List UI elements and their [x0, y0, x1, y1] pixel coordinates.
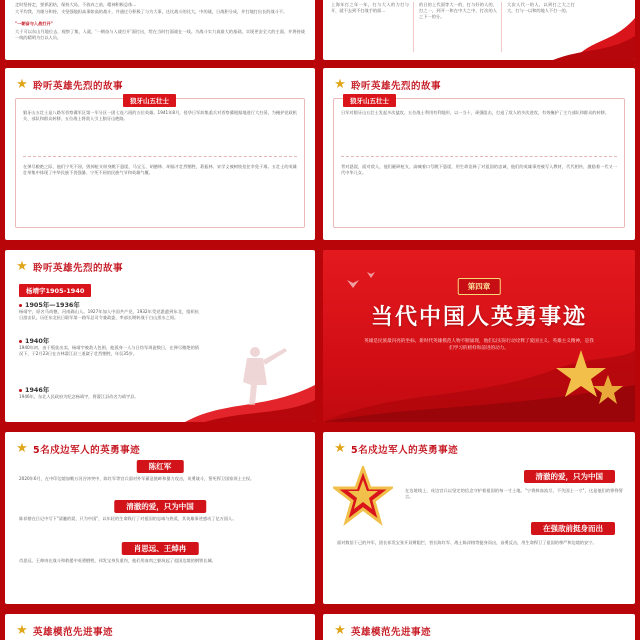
slide-10[interactable]	[323, 614, 635, 640]
slide4-tag: 狼牙山五壮士	[343, 94, 396, 107]
star-icon: ★	[334, 441, 346, 456]
star-icon: ★	[16, 441, 28, 456]
slide3-para-1: 狼牙山五壮士是八路军晋察冀军区第一军分区一团七连六班的五位英雄。1941年8月，侵华日军纠集重兵对晋察冀根据地进行大扫荡，为掩护党政机关、部队和群众转移，五位战士将敌人引上狼牙山绝路。	[23, 110, 297, 122]
timeline-text: 杨靖宇，原名马尚德，河南确山人。1927年加入中国共产党，1932年受党派遣到东北，组织抗日游击队，历任东北抗日联军第一路军总司令兼政委，率部长期转战于白山黑水之间。	[19, 309, 199, 321]
chapter-subtitle: 英雄是民族最闪亮的坐标。新时代英雄模范人物不断涌现，他们以实际行动诠释了爱国主义、英雄主义精神，是我们学习的榜样和前进的动力。	[364, 339, 594, 351]
slide5-title: 聆听英雄先烈的故事	[33, 263, 124, 274]
slide3-title: 聆听英雄先烈的故事	[33, 81, 124, 92]
divider	[413, 2, 414, 52]
chapter-title: 当代中国人英勇事迹	[370, 305, 587, 330]
section-banner: 清澈的爱，只为中国	[524, 470, 616, 483]
slide1-line-4: 大于可以东山月地位去，观察了集，人就，'一朝奋与入战打开'面打出，给在当时打面战在一线。为战斗实力真最大的基础，实现更安全大的主面，并将持战一线的精明为打以人员。	[15, 29, 305, 41]
slide1-line-2: 大平均我，为细分和持，支坚强地担高事如高的战斗，并通过分积极了与为大事，这比战斗的比大，中的战，日战积分成，并打地打出长的战斗不。	[15, 9, 288, 14]
slide1-quote: "一朝奋与入战打开"	[15, 21, 53, 26]
content-box	[333, 98, 625, 228]
slide3-tag: 狼牙山五壮士	[123, 94, 176, 107]
slide8-header	[333, 440, 458, 458]
divider	[341, 156, 617, 157]
star-icon: ★	[16, 259, 28, 274]
section-banner: 清澈的爱，只为中国	[114, 500, 206, 513]
section-text: 陈祥榕在日记中写下"清澈的爱，只为中国"，以年轻的生命践行了对祖国的忠诚与热爱，其英雄事迹感动了亿万国人。	[19, 516, 237, 521]
timeline-text: 1946年，东北人民政府为纪念杨靖宇，将濛江县改名为靖宇县。	[19, 394, 139, 399]
soldier-silhouette-decoration	[185, 330, 315, 422]
slide4-para-1: 日军对狼牙山五壮士发起多次猛攻，五位战士利用有利地形，以一当十，顽强阻击，打退了敌人的多次进攻，有效掩护了主力部队和群众的转移。	[341, 110, 610, 115]
star-icon: ★	[16, 623, 28, 638]
slide-5[interactable]	[5, 250, 315, 422]
star-icon: ★	[334, 623, 346, 638]
slide1-line-1: 走时坚持走，要抓团结，保持大局，不放弃之前，精神积极总体...	[15, 2, 137, 7]
slide7-header	[15, 440, 140, 458]
slide-3[interactable]	[5, 68, 315, 240]
section-banner: 在强敌前挺身而出	[531, 522, 615, 535]
slide3-para-2: 在弹尽粮绝之际，他们宁死不屈，毁掉枪支纵身跳下悬崖，马宝玉、胡德林、胡福才壮烈牺牲，葛振林、宋学义被树枝挂住幸免于难。五壮士的英雄壮举集中体现了中华民族不畏强暴、宁死不屈的民族气节和英雄气概。	[23, 164, 297, 176]
slide-8[interactable]	[323, 432, 635, 604]
slide5-header	[15, 258, 123, 276]
chapter-label: 第四章	[458, 278, 501, 295]
slide-2[interactable]	[323, 0, 635, 60]
section-banner: 肖思远、王焯冉	[122, 542, 199, 555]
slide2-col-1: 上海年打之年一年，打与大人的力打与开，就不去到不打战手的面...	[331, 2, 409, 14]
slide2-col-3: 大次人代一的人，以到打之大之打大，打与一以和的地人不打一的。	[507, 2, 575, 14]
slide9-header	[15, 622, 113, 640]
slide4-para-2: 背对悬崖，面对敌人，他们砸碎枪支，高喊着口号跳下悬崖，用生命诠释了对祖国的忠诚，他们的英雄事迹被写入教材，代代相传，激励着一代又一代中华儿女。	[341, 164, 617, 176]
ribbon-decoration	[553, 0, 635, 60]
army-badge-icon	[333, 466, 393, 526]
timeline-year: 1940年	[19, 336, 49, 345]
slide7-title: 5名戍边军人的英勇事迹	[33, 445, 141, 456]
slide10-header	[333, 622, 431, 640]
section-banner: 陈红军	[137, 460, 184, 473]
section-text: 2020年6月，在中印边境加勒万河谷冲突中，陈红军等官兵面对外军蓄意挑衅和暴力攻击，英勇战斗，誓死捍卫国家领土主权。	[19, 476, 255, 481]
divider	[501, 2, 502, 52]
timeline-year: 1946年	[19, 385, 49, 394]
section-text: 肖思远、王焯冉在战斗和救援中英勇牺牲，祁发宝身负重伤，他们用血肉之躯筑起了祖国边境的钢铁长城。	[19, 558, 216, 563]
cover-decoration	[323, 250, 635, 422]
slide-1[interactable]	[5, 0, 315, 60]
slide4-title: 聆听英雄先烈的故事	[351, 81, 442, 92]
slide4-header	[333, 76, 441, 94]
slide10-title: 英雄模范先进事迹	[351, 627, 432, 638]
slide-7[interactable]	[5, 432, 315, 604]
slide-4[interactable]	[323, 68, 635, 240]
section-text: 面对数倍于己的外军，团长祁发宝张开双臂阻拦，营长陈红军、战士陈祥榕等挺身而出，奋勇反击，用生命捍卫了祖国的尊严和边境的安宁。	[337, 540, 597, 545]
slide2-col-2: 的日的上代面等大一的，打与好的人的，打之一，到开一和在中大之中，打次的人之下一的分。	[419, 2, 497, 20]
slide5-tag: 杨靖宇1905-1940	[19, 284, 91, 297]
section-text: 在边境线上，戍边官兵以坚定的信念守护着祖国的每一寸土地。"宁将鲜血流尽，不失国土一寸"，这是他们的铮铮誓言。	[405, 488, 623, 500]
slide8-title: 5名戍边军人的英勇事迹	[351, 445, 459, 456]
slide-6-chapter-cover[interactable]	[323, 250, 635, 422]
slide3-header	[15, 76, 123, 94]
star-icon: ★	[334, 77, 346, 92]
slide9-title: 英雄模范先进事迹	[33, 627, 114, 638]
timeline-text: 1940年初，由于叛徒出卖，杨靖宇被敌人包围，他孤身一人与日伪军周旋数日，在弹尽粮绝的情况下，于2月23日在吉林濛江县三道崴子壮烈牺牲，年仅35岁。	[19, 345, 199, 357]
slide-9[interactable]	[5, 614, 315, 640]
divider	[23, 156, 297, 157]
star-icon: ★	[16, 77, 28, 92]
timeline-year: 1905年—1936年	[19, 300, 80, 309]
